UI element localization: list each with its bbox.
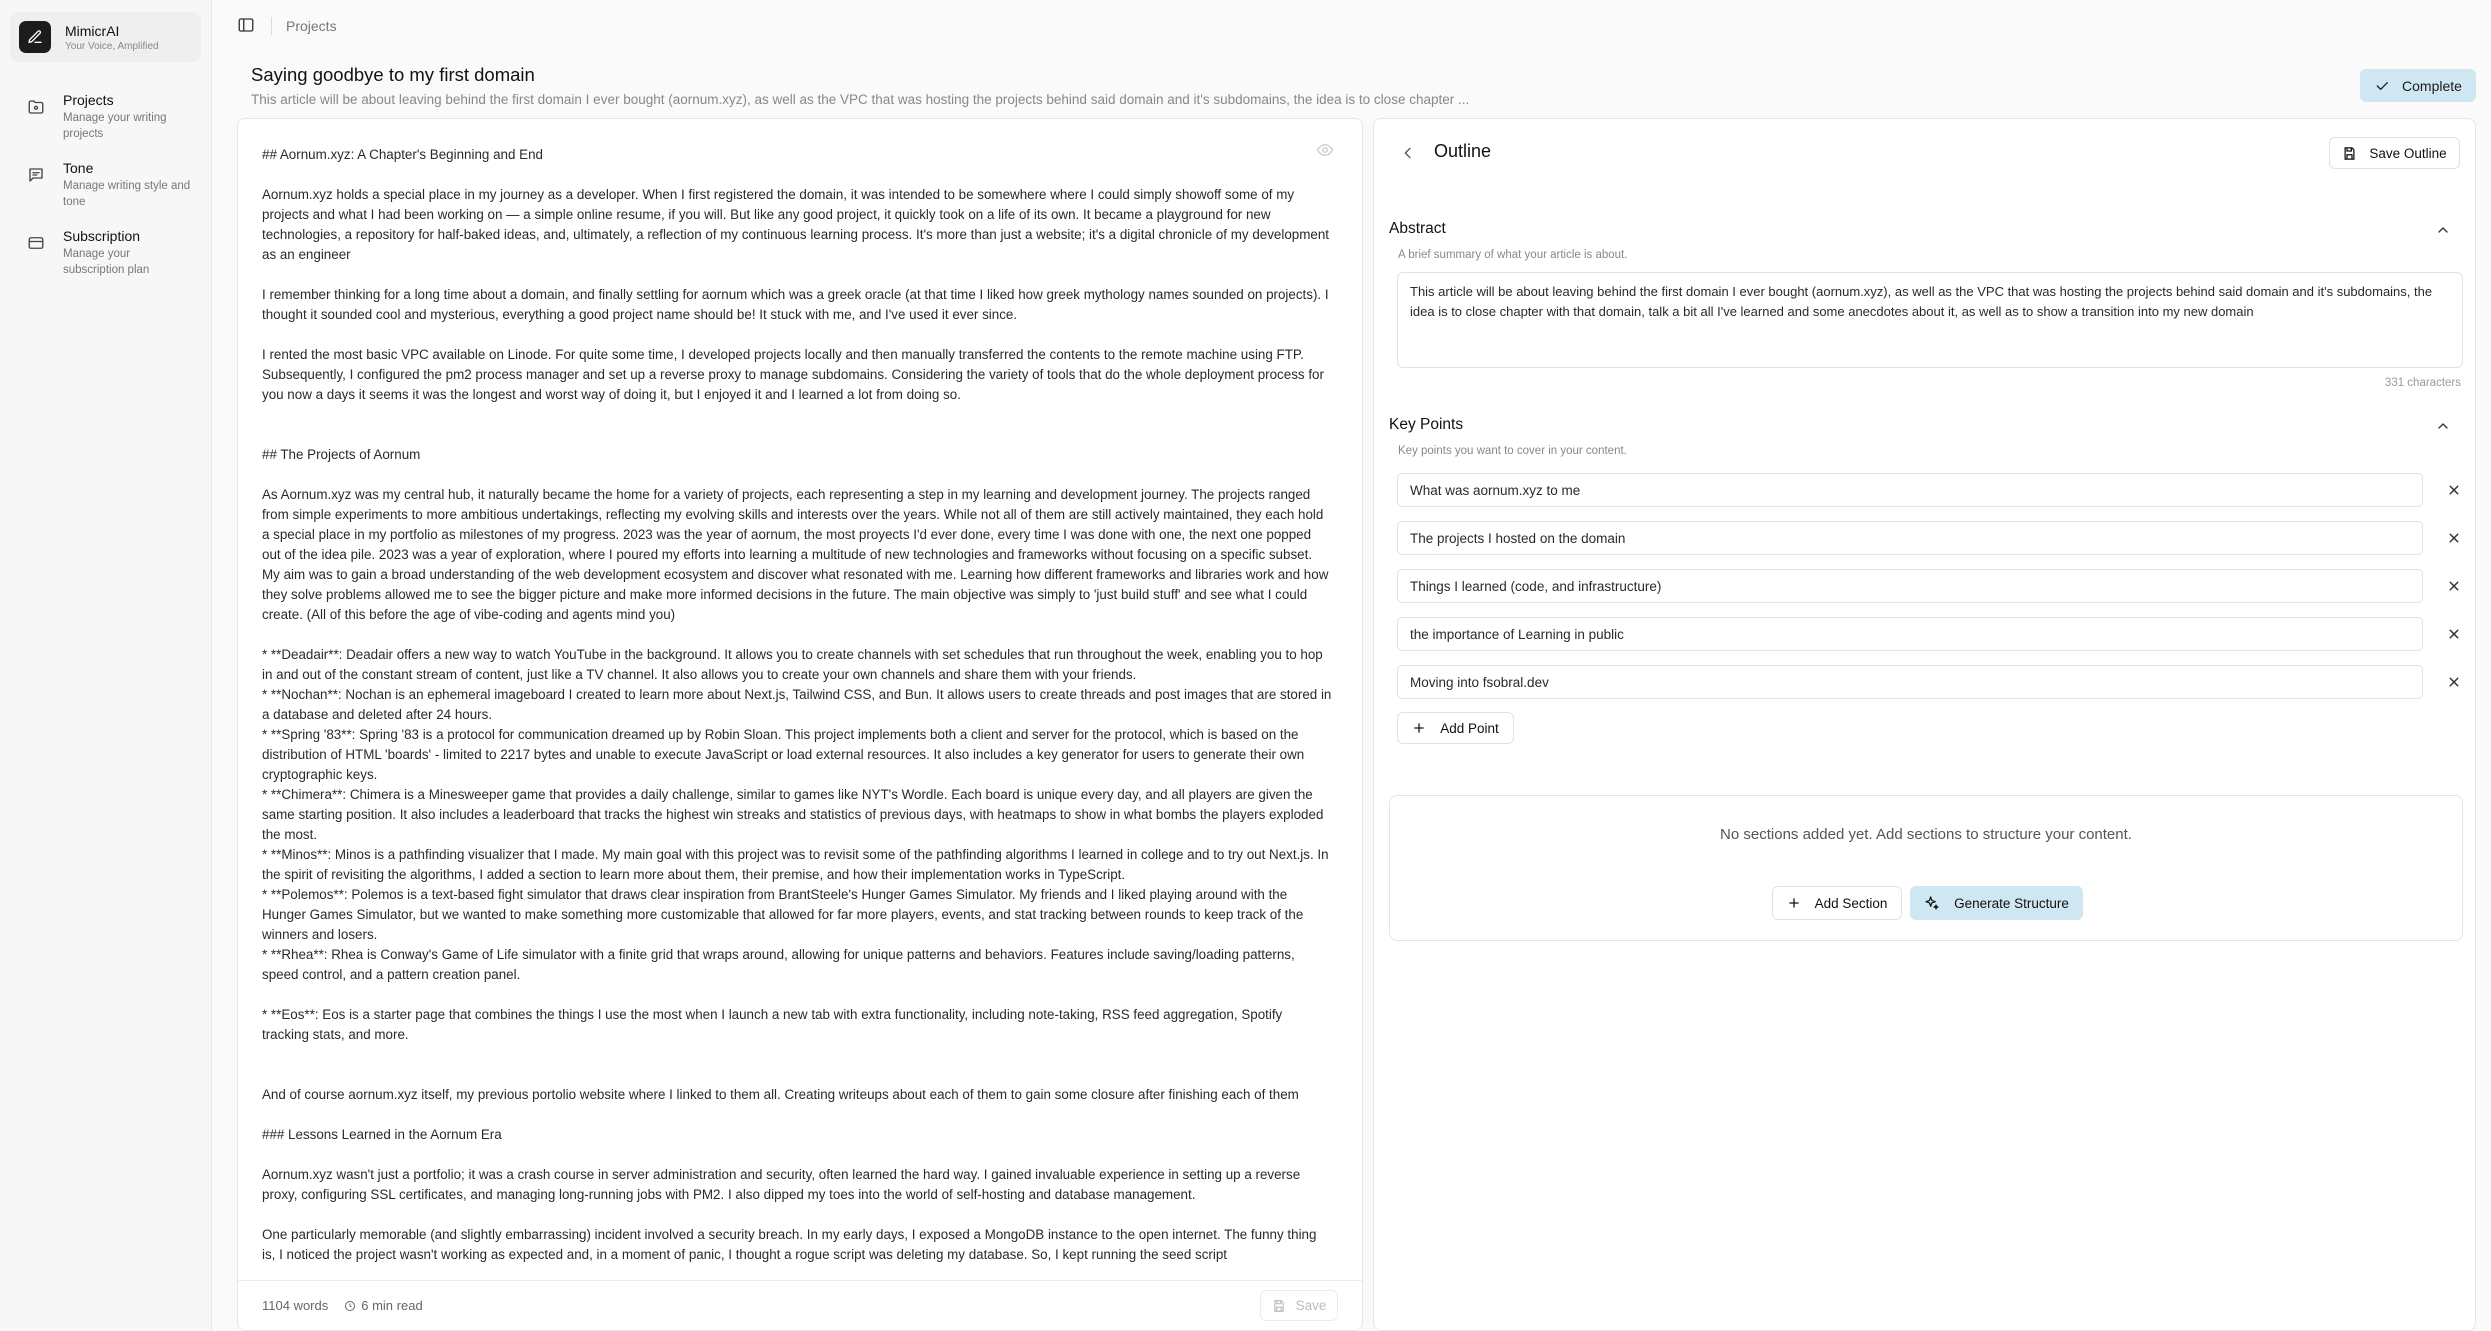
chevron-up-icon[interactable] (2435, 222, 2451, 238)
divider (271, 17, 272, 35)
save-icon (1272, 1299, 1286, 1313)
editor-list-item: * **Spring '83**: Spring '83 is a protocol for communication dreamed up by Robin Sloan. This project implements both a client and server for the protocol, which is based on the distribution of HTML 'boards' - limited to 2217 bytes and unable to execute JavaScript or load external resources. It also includes a key generator for users to generate their own cryptographic keys. (262, 727, 1305, 782)
editor-paragraph: I remember thinking for a long time about a domain, and finally settling for aornum which was a greek oracle (at that time I liked how greek mythology names sounded on projects). I thought it sounded cool and mysterious, everything a good project name should be! It stuck with me, and I've used it ever since. (262, 287, 1329, 322)
sidebar-item-tone[interactable] (10, 150, 201, 210)
sidebar-item-desc: Manage writing style and tone (63, 180, 191, 208)
word-count: 1104 words (262, 1298, 329, 1313)
empty-sections-message: No sections added yet. Add sections to structure your content. (1720, 826, 2132, 843)
key-points-title: Key Points (1389, 416, 1464, 433)
save-button[interactable] (1260, 1290, 1338, 1321)
key-point-input[interactable]: the importance of Learning in public (1397, 617, 2423, 651)
check-icon (2374, 78, 2390, 94)
close-icon[interactable] (2445, 625, 2463, 643)
sparkles-icon (1924, 895, 1940, 911)
complete-button[interactable] (2360, 69, 2476, 102)
close-icon[interactable] (2445, 673, 2463, 691)
editor-paragraph: ## The Projects of Aornum (262, 447, 421, 462)
content-editor[interactable] (237, 118, 1363, 1331)
editor-list-item: * **Rhea**: Rhea is Conway's Game of Life simulator with a finite grid that wraps around, allowing for unique patterns and behaviors. Features include saving/loading patterns, speed control, and a pattern creation panel. (262, 947, 1295, 982)
key-point-row (1397, 521, 2463, 555)
app-tagline: Your Voice, Amplified (65, 40, 159, 52)
sidebar-item-subscription[interactable] (10, 218, 201, 278)
editor-paragraph: ### Lessons Learned in the Aornum Era (262, 1127, 502, 1142)
key-point-row (1397, 665, 2463, 699)
complete-label: Complete (2402, 77, 2462, 94)
outline-panel (1373, 118, 2476, 1331)
sections-panel (1389, 795, 2463, 941)
save-outline-button[interactable] (2329, 137, 2460, 169)
save-icon (2342, 146, 2357, 161)
brand[interactable] (10, 12, 201, 62)
plus-icon (1412, 721, 1426, 735)
page-subtitle: This article will be about leaving behind the first domain I ever bought (aornum.xyz), as well as the VPC that was hosting the projects behind said domain and it's subdomains, the idea is to close chapter ... (251, 92, 1470, 107)
key-point-input[interactable]: Moving into fsobral.dev (1397, 665, 2423, 699)
app-name: MimicrAI (65, 22, 120, 39)
editor-paragraph: I rented the most basic VPC available on Linode. For quite some time, I developed projects locally and then manually transferred the contents to the remote machine using FTP. Subsequently, I configured the pm2 process manager and set up a reverse proxy to manage subdomains. Considering the variety of tools that do the whole deployment process for you now a days it seems it was the longest and worst way of doing it, but I enjoyed it and I learned a lot from doing so. (262, 347, 1324, 402)
page-title: Saying goodbye to my first domain (251, 64, 535, 85)
key-point-input[interactable]: Things I learned (code, and infrastructure) (1397, 569, 2423, 603)
editor-paragraph: Aornum.xyz wasn't just a portfolio; it was a crash course in server administration and security, often learned the hard way. I gained invaluable experience in setting up a reverse proxy, configuring SSL certificates, and managing long-running jobs with PM2. I also dipped my toes into the world of self-hosting and database management. (262, 1167, 1301, 1202)
editor-paragraph: ## Aornum.xyz: A Chapter's Beginning and End (262, 147, 543, 162)
sidebar-item-title: Projects (63, 92, 114, 108)
save-label: Save (1295, 1298, 1327, 1313)
add-section-button[interactable] (1772, 886, 1902, 920)
editor-footer (238, 1280, 1362, 1330)
key-point-input[interactable]: The projects I hosted on the domain (1397, 521, 2423, 555)
editor-list-item: * **Polemos**: Polemos is a text-based fight simulator that draws clear inspiration from BrantSteele's Hunger Games Simulator. My friends and I liked playing around with the Hunger Games Simulator, but we wanted to make something more customizable that allowed for far more players, events, and stat tracking between rounds to keep track of the winners and losers. (262, 887, 1304, 942)
abstract-desc: A brief summary of what your article is about. (1398, 249, 1628, 261)
breadcrumb[interactable]: Projects (286, 18, 337, 34)
key-points-desc: Key points you want to cover in your content. (1398, 445, 1627, 457)
editor-list-item: * **Minos**: Minos is a pathfinding visualizer that I made. My main goal with this project was to revisit some of the pathfinding algorithms I learned in college and to try out Next.js. In the spirit of revisiting the algorithms, I added a section to learn more about them, their premise, and how their implementation works in TypeScript. (262, 847, 1329, 882)
sidebar-item-title: Subscription (63, 228, 141, 244)
plus-icon (1787, 896, 1801, 910)
topbar (212, 0, 2491, 52)
add-point-button[interactable] (1397, 712, 1514, 744)
editor-paragraph: One particularly memorable (and slightly embarrassing) incident involved a security breach. In my early days, I exposed a MongoDB instance to the open internet. The funny thing is, I noticed the project wasn't working as expected and, in a moment of panic, I thought a rogue script was deleting my database. So, I kept running the seed script (262, 1227, 1317, 1262)
abstract-title: Abstract (1389, 220, 1446, 237)
outline-header (1374, 119, 2475, 183)
message-icon (27, 166, 47, 186)
close-icon[interactable] (2445, 481, 2463, 499)
editor-list-item: * **Eos**: Eos is a starter page that combines the things I use the most when I launch a new tab with extra functionality, including note-taking, RSS feed aggregation, Spotify tracking stats, and more. (262, 1007, 1283, 1042)
abstract-textarea[interactable]: This article will be about leaving behind the first domain I ever bought (aornum.xyz), as well as the VPC that was hosting the projects behind said domain and it's subdomains, the idea is to close chapter with that domain, talk a bit all I've learned and some anecdotes about it, as well as to show a transition into my new domain (1397, 272, 2463, 368)
generate-structure-label: Generate Structure (1954, 895, 2069, 911)
add-point-label: Add Point (1440, 720, 1499, 736)
editor-paragraph: Aornum.xyz holds a special place in my journey as a developer. When I first registered the domain, it was intended to be somewhere where I could simply showoff some of my projects and what I had been working on — a simple online resume, if you will. But like any good project, it quickly took on a life of its own. It became a playground for new technologies, a repository for half-baked ideas, and, ultimately, a reflection of my continuous learning process. It's more than just a website; it's a digital chronicle of my development as an engineer (262, 187, 1329, 262)
sidebar-item-projects[interactable] (10, 82, 201, 142)
key-point-row (1397, 473, 2463, 507)
pen-icon (19, 21, 51, 53)
chevron-left-icon[interactable] (1400, 145, 1416, 161)
chevron-up-icon[interactable] (2435, 418, 2451, 434)
folder-icon (27, 98, 47, 118)
generate-structure-button[interactable] (1910, 886, 2083, 920)
char-count: 331 characters (2384, 377, 2461, 389)
sidebar-item-title: Tone (63, 160, 94, 176)
key-point-input[interactable]: What was aornum.xyz to me (1397, 473, 2423, 507)
editor-paragraph: As Aornum.xyz was my central hub, it naturally became the home for a variety of projects, each representing a step in my learning and development journey. The projects ranged from simple experiments to more ambitious undertakings, reflecting my evolving skills and interests over the years. While not all of them are still actively maintained, they each hold a special place in my portfolio as milestones of my progress. 2023 was the year of aornum, the most proyects I'd ever done, every time I was done with one, the next one popped out of the idea pile. 2023 was a year of exploration, where I poured my efforts into learning a multitude of new technologies and frameworks without focusing on a specific subset. My aim was to gain a broad understanding of the web development ecosystem and discover what resonated with me. Learning how different frameworks and libraries work and how they solve problems allowed me to see the bigger picture and make more informed decisions in the future. The main objective was simply to 'just build stuff' and see what I could create. (All of this before the age of vibe-coding and agents mind you) (262, 487, 1329, 622)
credit-card-icon (27, 234, 47, 254)
editor-paragraph: And of course aornum.xyz itself, my previous portolio website where I linked to them all. Creating writeups about each of them to gain some closure after finishing each of them (262, 1087, 1299, 1102)
close-icon[interactable] (2445, 529, 2463, 547)
clock-icon (344, 1300, 356, 1312)
save-outline-label: Save Outline (2369, 145, 2447, 161)
key-point-row (1397, 569, 2463, 603)
editor-list-item: * **Nochan**: Nochan is an ephemeral imageboard I created to learn more about Next.js, Tailwind CSS, and Bun. It allows users to create threads and post images that are stored in a database and deleted after 24 hours. (262, 687, 1332, 722)
editor-list-item: * **Deadair**: Deadair offers a new way to watch YouTube in the background. It allows you to create channels with set schedules that run throughout the week, enabling you to hop in and out of the constant stream of content, just like a TV channel. It also allows you to create your own channels and share them with your friends. (262, 647, 1323, 682)
add-section-label: Add Section (1814, 895, 1888, 911)
editor-list-item: * **Chimera**: Chimera is a Minesweeper game that provides a daily challenge, similar to games like NYT's Wordle. Each board is unique every day, and all players are given the same starting position. It also includes a leaderboard that tracks the highest win streaks and statistics of previous days, with heatmaps to show in what bombs the players exploded the most. (262, 787, 1324, 842)
sidebar (0, 0, 212, 1331)
sidebar-item-desc: Manage your subscription plan (63, 248, 150, 276)
sidebar-item-desc: Manage your writing projects (63, 112, 167, 140)
read-time-label: 6 min read (361, 1298, 423, 1313)
key-point-row (1397, 617, 2463, 651)
sidebar-toggle-icon[interactable] (237, 16, 257, 36)
close-icon[interactable] (2445, 577, 2463, 595)
outline-title: Outline (1434, 141, 1492, 161)
editor-text[interactable] (262, 145, 1332, 1270)
read-time (344, 1298, 422, 1313)
